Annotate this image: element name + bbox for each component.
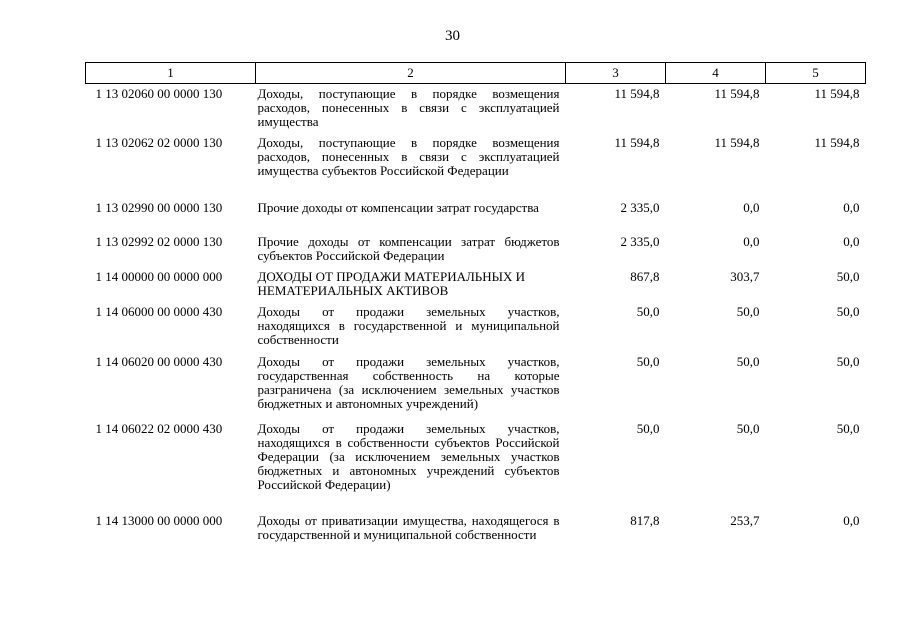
value-col-3: 2 335,0 [620,234,660,249]
revenue-code: 1 14 06020 00 0000 430 [95,354,223,369]
revenue-name: Доходы от приватизации имущества, находящегося в государственной и муниципальной собственности [257,513,560,542]
value-col-5: 50,0 [836,354,860,369]
table-row [86,136,866,201]
revenue-code: 1 14 13000 00 0000 000 [95,513,223,528]
column-header-4: 4 [666,63,766,84]
revenue-name: Доходы, поступающие в порядке возмещения расходов, понесенных в связи с эксплуатацией имущества субъектов Российской Федерации [257,135,560,178]
revenue-code: 1 13 02062 02 0000 130 [95,135,223,150]
revenue-code: 1 14 06022 02 0000 430 [95,421,223,436]
value-col-5: 50,0 [836,269,860,284]
revenue-name: Доходы от продажи земельных участков, находящихся в собственности субъектов Российской Федерации (за исключением земельных участков бюджетных и автономных учреждений субъектов Российской Федерации) [257,421,560,492]
value-col-3: 50,0 [636,304,660,319]
table-row [86,270,866,305]
revenue-code: 1 13 02990 00 0000 130 [95,200,223,215]
column-header-1: 1 [86,63,256,84]
value-col-5: 0,0 [843,513,860,528]
value-col-3: 11 594,8 [614,135,660,150]
column-header-2: 2 [256,63,566,84]
column-header-3: 3 [566,63,666,84]
revenue-name: Доходы от продажи земельных участков, находящихся в государственной и муниципальной собственности [257,304,560,347]
budget-revenue-table [85,62,866,564]
column-header-5: 5 [766,63,866,84]
header-row [86,63,866,84]
value-col-4: 0,0 [743,234,760,249]
value-col-4: 253,7 [730,513,760,528]
value-col-3: 11 594,8 [614,86,660,101]
value-col-3: 50,0 [636,354,660,369]
revenue-code: 1 14 06000 00 0000 430 [95,304,223,319]
table-row [86,84,866,137]
revenue-name: ДОХОДЫ ОТ ПРОДАЖИ МАТЕРИАЛЬНЫХ И НЕМАТЕРИАЛЬНЫХ АКТИВОВ [257,269,526,298]
table-row [86,305,866,355]
page-number: 30 [445,28,460,44]
value-col-3: 867,8 [630,269,660,284]
revenue-code: 1 14 00000 00 0000 000 [95,269,223,284]
revenue-code: 1 13 02060 00 0000 130 [95,86,223,101]
revenue-code: 1 13 02992 02 0000 130 [95,234,223,249]
value-col-5: 11 594,8 [814,86,860,101]
value-col-4: 303,7 [730,269,760,284]
value-col-3: 2 335,0 [620,200,660,215]
revenue-name: Прочие доходы от компенсации затрат государства [257,200,539,215]
value-col-4: 50,0 [736,354,760,369]
value-col-4: 50,0 [736,421,760,436]
revenue-name: Доходы от продажи земельных участков, государственная собственность на которые разграничена (за исключением земельных участков бюджетных и автономных учреждений) [257,354,560,411]
table-row [86,201,866,235]
table-row [86,355,866,422]
value-col-3: 50,0 [636,421,660,436]
value-col-4: 0,0 [743,200,760,215]
value-col-5: 0,0 [843,200,860,215]
revenue-name: Доходы, поступающие в порядке возмещения расходов, понесенных в связи с эксплуатацией имущества [257,86,560,129]
value-col-3: 817,8 [630,513,660,528]
value-col-5: 50,0 [836,304,860,319]
table-header [86,63,866,84]
value-col-5: 50,0 [836,421,860,436]
value-col-4: 11 594,8 [714,86,760,101]
table-row [86,514,866,564]
value-col-5: 11 594,8 [814,135,860,150]
value-col-4: 50,0 [736,304,760,319]
value-col-5: 0,0 [843,234,860,249]
value-col-4: 11 594,8 [714,135,760,150]
table-row [86,235,866,270]
revenue-name: Прочие доходы от компенсации затрат бюджетов субъектов Российской Федерации [257,234,560,263]
table-row [86,422,866,514]
table-body [86,84,866,565]
